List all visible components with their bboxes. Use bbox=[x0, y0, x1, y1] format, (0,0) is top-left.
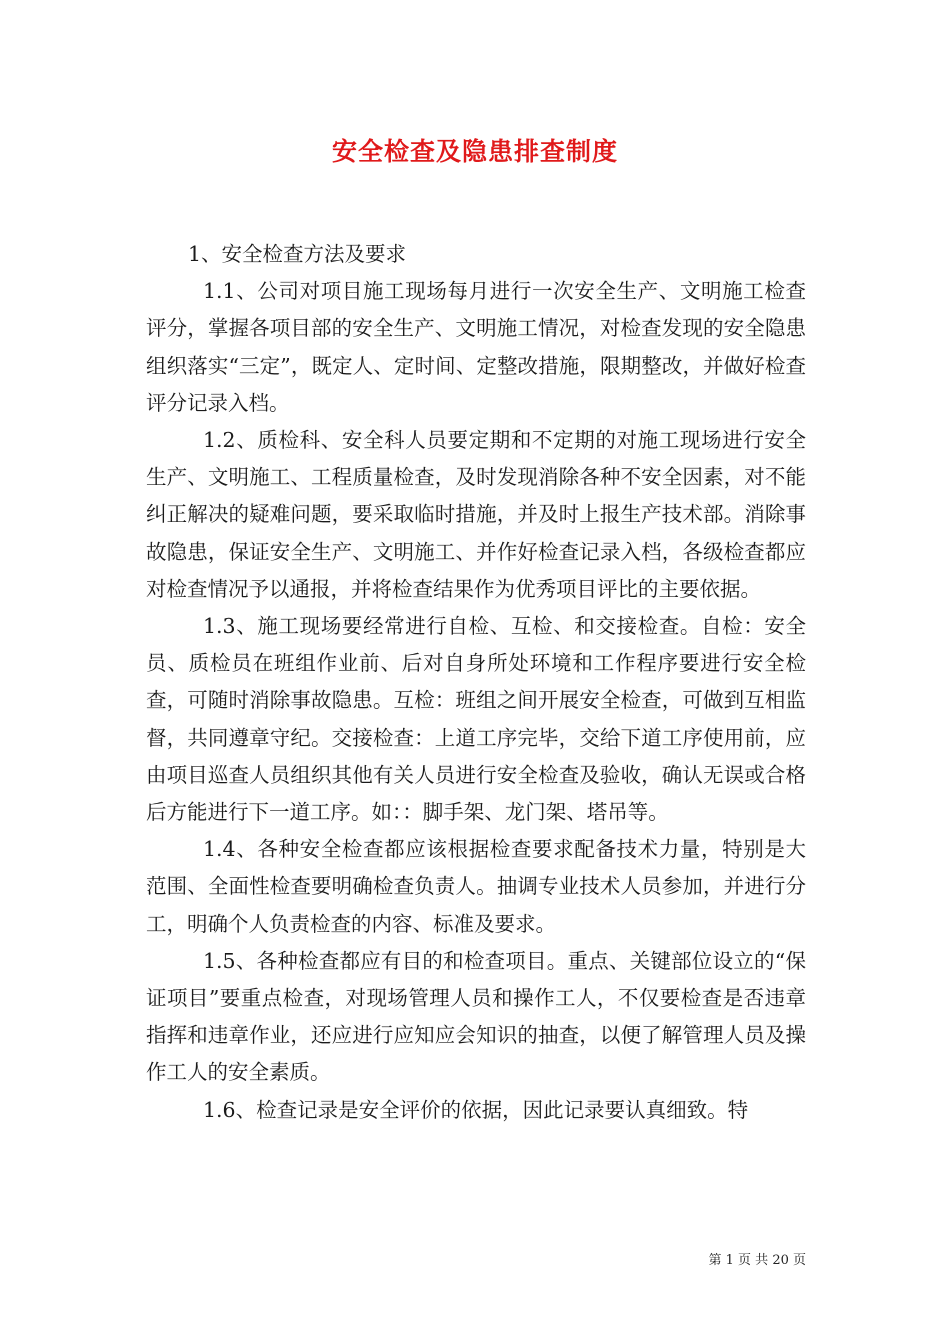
page-number-footer: 第 1 页 共 20 页 bbox=[708, 1253, 806, 1268]
paragraph-1-5: 1.5、各种检查都应有目的和检查项目。重点、关键部位设立的“保证项目”要重点检查，对现场管理人员和操作工人，不仅要检查是否违章指挥和违章作业，还应进行应知应会知识的抽查，以便了解管理人员及操作工人的安全素质。 bbox=[146, 948, 806, 1085]
paragraph-1-1: 1.1、公司对项目施工现场每月进行一次安全生产、文明施工检查评分，掌握各项目部的安全生产、文明施工情况，对检查发现的安全隐患组织落实“三定”，既定人、定时间、定整改措施，限期整改，并做好检查评分记录入档。 bbox=[146, 279, 806, 415]
paragraph-1-4: 1.4、各种安全检查都应该根据检查要求配备技术力量，特别是大范围、全面性检查要明确检查负责人。抽调专业技术人员参加，并进行分工，明确个人负责检查的内容、标准及要求。 bbox=[146, 837, 806, 936]
paragraph-1-2: 1.2、质检科、安全科人员要定期和不定期的对施工现场进行安全生产、文明施工、工程质量检查，及时发现消除各种不安全因素，对不能纠正解决的疑难问题，要采取临时措施，并及时上报生产技术部。消除事故隐患，保证安全生产、文明施工、并作好检查记录入档，各级检查都应对检查情况予以通报，并将检查结果作为优秀项目评比的主要依据。 bbox=[146, 428, 806, 601]
document-title: 安全检查及隐患排查制度 bbox=[331, 137, 618, 166]
paragraph-1-3: 1.3、施工现场要经常进行自检、互检、和交接检查。自检：安全员、质检员在班组作业前、后对自身所处环境和工作程序要进行安全检查，可随时消除事故隐患。互检：班组之间开展安全检查，可做到互相监督，共同遵章守纪。交接检查：上道工序完毕，交给下道工序使用前，应由项目巡查人员组织其他有关人员进行安全检查及验收，确认无误或合格后方能进行下一道工序。如：：脚手架、龙门架、塔吊等。 bbox=[146, 614, 806, 825]
section-heading: 1、安全检查方法及要求 bbox=[188, 242, 407, 266]
document-body bbox=[146, 236, 806, 1129]
paragraph-1-6: 1.6、检查记录是安全评价的依据，因此记录要认真细致。特 bbox=[203, 1097, 749, 1122]
